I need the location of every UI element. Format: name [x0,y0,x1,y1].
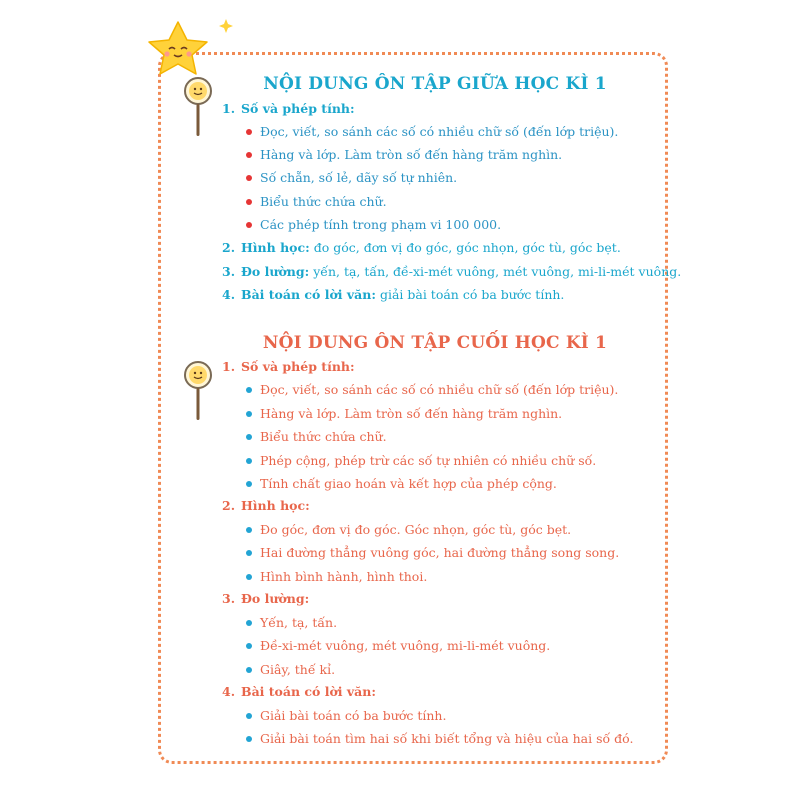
bullet-dot-icon [246,434,252,440]
lollipop-icon [182,360,214,422]
item-label: Số và phép tính: [241,101,355,116]
bullet-dot-icon [246,481,252,487]
list-item: Biểu thức chứa chữ. [260,194,387,209]
list-item: Giải bài toán có ba bước tính. [260,708,447,723]
bullet-dot-icon [246,574,252,580]
list-item: Đo góc, đơn vị đo góc. Góc nhọn, góc tù, góc bẹt. [260,522,572,537]
list-item: Các phép tính trong phạm vi 100 000. [260,217,502,232]
section1-item-2 [222,240,621,256]
section2-item-4 [222,684,376,700]
list-item: Hai đường thẳng vuông góc, hai đường thẳng song song. [260,545,620,560]
bullet-dot-icon [246,713,252,719]
star-mascot-icon [138,18,218,78]
item-text: yến, tạ, tấn, đề-xi-mét vuông, mét vuông, mi-li-mét vuông. [309,264,682,279]
item-number: 1. [222,101,236,116]
item-number: 1. [222,359,236,374]
section2-item-1 [222,359,355,375]
item-label: Đo lường: [241,591,310,606]
item-number: 4. [222,287,236,302]
bullet-dot-icon [246,550,252,556]
list-item: Đọc, viết, so sánh các số có nhiều chữ số (đến lớp triệu). [260,124,619,139]
list-item: Đọc, viết, so sánh các số có nhiều chữ số (đến lớp triệu). [260,382,619,397]
item-label: Đo lường: [241,264,310,279]
list-item: Phép cộng, phép trừ các số tự nhiên có nhiều chữ số. [260,453,597,468]
sparkle-icon [218,18,234,34]
item-label: Bài toán có lời văn: [241,287,376,302]
item-number: 2. [222,240,236,255]
section1-item-3 [222,264,681,280]
bullet-dot-icon [246,175,252,181]
list-item: Hàng và lớp. Làm tròn số đến hàng trăm nghìn. [260,406,563,421]
bullet-dot-icon [246,387,252,393]
bullet-dot-icon [246,527,252,533]
item-label: Số và phép tính: [241,359,355,374]
bullet-dot-icon [246,736,252,742]
list-item: Tính chất giao hoán và kết hợp của phép cộng. [260,476,557,491]
list-item: Số chẵn, số lẻ, dãy số tự nhiên. [260,170,458,185]
item-label: Hình học: [241,498,310,513]
list-item: Giải bài toán tìm hai số khi biết tổng và hiệu của hai số đó. [260,731,634,746]
list-item: Hình bình hành, hình thoi. [260,569,428,584]
item-number: 2. [222,498,236,513]
bullet-dot-icon [246,667,252,673]
item-text: đo góc, đơn vị đo góc, góc nhọn, góc tù, góc bẹt. [309,240,621,255]
list-item: Yến, tạ, tấn. [260,615,338,630]
item-label: Hình học: [241,240,310,255]
list-item: Hàng và lớp. Làm tròn số đến hàng trăm nghìn. [260,147,563,162]
section2-item-2 [222,498,310,514]
bullet-dot-icon [246,411,252,417]
section1-item-4 [222,287,564,303]
item-label: Bài toán có lời văn: [241,684,376,699]
bullet-dot-icon [246,620,252,626]
section2-item-3 [222,591,309,607]
section2-title: NỘI DUNG ÔN TẬP CUỐI HỌC KÌ 1 [262,333,608,353]
item-number: 4. [222,684,236,699]
list-item: Giây, thế kỉ. [260,662,336,677]
section1-title: NỘI DUNG ÔN TẬP GIỮA HỌC KÌ 1 [263,74,607,94]
bullet-dot-icon [246,458,252,464]
list-item: Biểu thức chứa chữ. [260,429,387,444]
bullet-dot-icon [246,129,252,135]
item-number: 3. [222,591,236,606]
item-number: 3. [222,264,236,279]
section1-item-1 [222,101,355,117]
bullet-dot-icon [246,222,252,228]
bullet-dot-icon [246,199,252,205]
item-text: giải bài toán có ba bước tính. [375,287,565,302]
bullet-dot-icon [246,152,252,158]
bullet-dot-icon [246,643,252,649]
list-item: Đề-xi-mét vuông, mét vuông, mi-li-mét vuông. [260,638,551,653]
